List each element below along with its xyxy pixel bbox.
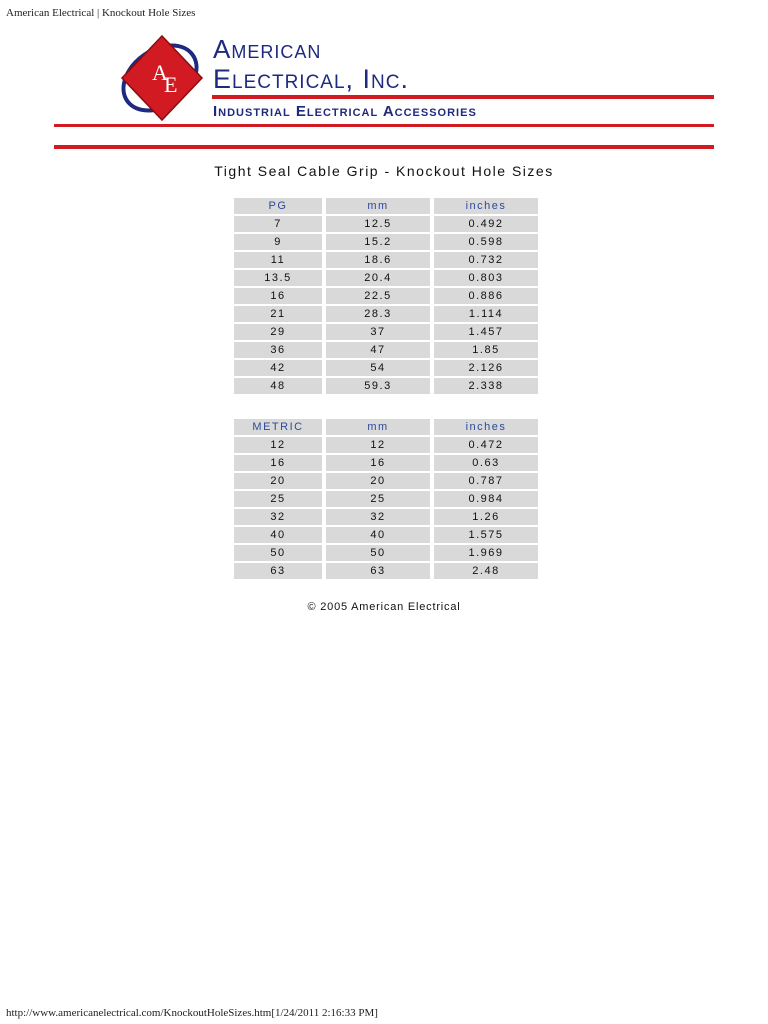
brand-tagline: Industrial Electrical Accessories: [213, 103, 477, 120]
table-row: [234, 324, 538, 340]
site-header: [0, 0, 768, 160]
table-cell: 13.5: [234, 270, 322, 286]
table-cell: 42: [234, 360, 322, 376]
table-cell: 7: [234, 216, 322, 232]
table-row: [234, 527, 538, 543]
table-cell: 20: [234, 473, 322, 489]
table-cell: 1.114: [434, 306, 538, 322]
pg-size-table: [230, 196, 542, 396]
table-cell: 36: [234, 342, 322, 358]
table-row: [234, 491, 538, 507]
brand-name-line2: Electrical, Inc.: [213, 64, 409, 94]
table-row: [234, 378, 538, 394]
table-row: [234, 234, 538, 250]
table-cell: 59.3: [326, 378, 430, 394]
column-header: mm: [326, 419, 430, 435]
table-header-row: [234, 198, 538, 214]
header-divider-middle: [54, 124, 714, 127]
table-row: [234, 306, 538, 322]
table-cell: 11: [234, 252, 322, 268]
header-divider-bottom: [54, 145, 714, 149]
copyright-notice: © 2005 American Electrical: [307, 601, 461, 613]
table-row: [234, 563, 538, 579]
table-cell: 0.984: [434, 491, 538, 507]
table-row: [234, 288, 538, 304]
table-cell: 1.26: [434, 509, 538, 525]
table-row: [234, 509, 538, 525]
logo-letter-a: A: [152, 60, 168, 85]
table-row: [234, 252, 538, 268]
table-cell: 47: [326, 342, 430, 358]
table-row: [234, 455, 538, 471]
column-header: inches: [434, 419, 538, 435]
column-header: PG: [234, 198, 322, 214]
table-cell: 12: [326, 437, 430, 453]
column-header: inches: [434, 198, 538, 214]
table-cell: 0.598: [434, 234, 538, 250]
table-cell: 12.5: [326, 216, 430, 232]
table-cell: 40: [326, 527, 430, 543]
table-cell: 2.338: [434, 378, 538, 394]
table-cell: 50: [326, 545, 430, 561]
table-cell: 18.6: [326, 252, 430, 268]
table-cell: 0.63: [434, 455, 538, 471]
table-cell: 25: [326, 491, 430, 507]
table-row: [234, 437, 538, 453]
table-row: [234, 270, 538, 286]
column-header: METRIC: [234, 419, 322, 435]
column-header: mm: [326, 198, 430, 214]
table-cell: 12: [234, 437, 322, 453]
table-cell: 29: [234, 324, 322, 340]
table-cell: 25: [234, 491, 322, 507]
table-cell: 1.85: [434, 342, 538, 358]
table-cell: 22.5: [326, 288, 430, 304]
table-cell: 0.732: [434, 252, 538, 268]
table-cell: 0.492: [434, 216, 538, 232]
ae-logo-icon[interactable]: [114, 30, 210, 126]
header-divider-top: [212, 95, 714, 99]
table-cell: 63: [234, 563, 322, 579]
print-footer: http://www.americanelectrical.com/KnockoutHoleSizes.htm[1/24/2011 2:16:33 PM]: [6, 1007, 378, 1019]
table-cell: 54: [326, 360, 430, 376]
table-row: [234, 342, 538, 358]
table-cell: 2.48: [434, 563, 538, 579]
table-cell: 40: [234, 527, 322, 543]
table-cell: 50: [234, 545, 322, 561]
table-header-row: [234, 419, 538, 435]
table-row: [234, 216, 538, 232]
table-cell: 1.969: [434, 545, 538, 561]
table-row: [234, 545, 538, 561]
metric-size-table: [230, 417, 542, 581]
table-cell: 20: [326, 473, 430, 489]
table-cell: 28.3: [326, 306, 430, 322]
table-cell: 16: [326, 455, 430, 471]
table-cell: 37: [326, 324, 430, 340]
table-row: [234, 360, 538, 376]
page-title: Tight Seal Cable Grip - Knockout Hole Sizes: [214, 163, 554, 179]
table-cell: 32: [326, 509, 430, 525]
table-cell: 0.803: [434, 270, 538, 286]
logo-letter-e: E: [164, 72, 178, 97]
table-cell: 2.126: [434, 360, 538, 376]
table-cell: 0.886: [434, 288, 538, 304]
table-cell: 16: [234, 288, 322, 304]
table-cell: 15.2: [326, 234, 430, 250]
table-row: [234, 473, 538, 489]
table-cell: 1.457: [434, 324, 538, 340]
table-cell: 20.4: [326, 270, 430, 286]
table-cell: 32: [234, 509, 322, 525]
brand-name-line1: American: [213, 34, 322, 64]
table-cell: 1.575: [434, 527, 538, 543]
table-cell: 63: [326, 563, 430, 579]
table-cell: 21: [234, 306, 322, 322]
table-cell: 48: [234, 378, 322, 394]
table-cell: 16: [234, 455, 322, 471]
print-header: American Electrical | Knockout Hole Sizes: [6, 7, 196, 19]
table-cell: 0.787: [434, 473, 538, 489]
table-cell: 9: [234, 234, 322, 250]
table-cell: 0.472: [434, 437, 538, 453]
